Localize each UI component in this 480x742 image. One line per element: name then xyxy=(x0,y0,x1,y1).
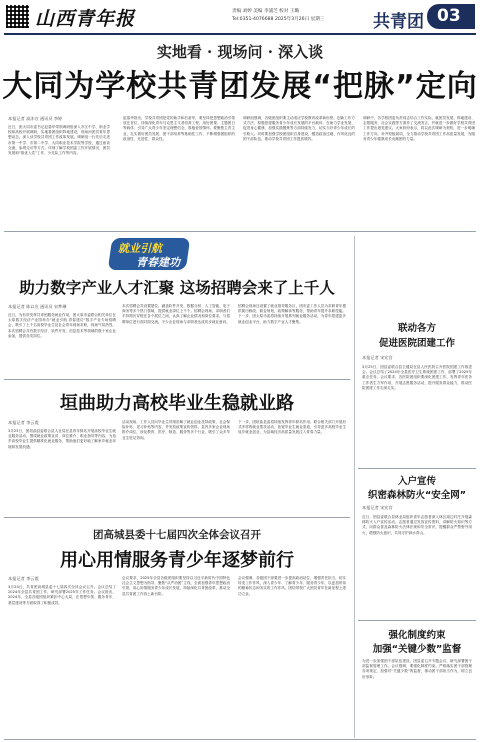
page-bottom-rule xyxy=(4,739,476,740)
corps-byline: 本报记者 李云霞 xyxy=(8,576,39,581)
job-byline: 本报记者 陈以宣 通讯员 宋梦琳 xyxy=(8,304,67,309)
grad-byline: 本报记者 李云霞 xyxy=(8,420,39,425)
job-divider xyxy=(4,379,350,380)
page-number: 03 xyxy=(437,6,461,26)
grad-divider xyxy=(4,517,350,518)
sidebar-item2-byline: 本报记者 宋宏宫 xyxy=(362,505,393,510)
lead-body-col2: 赵慕华指出，学校共青团是党的助手和后备军，要坚持把思想政治引领放在首位，持续深化青年马克思主义者培养工程，用好团课、主题团日等载体，引导广大青少年坚定理想信念、厚植爱国情怀。要聚焦主责主业，扎实做好团员发展、团干部培养等基础性工作，不断增强团组织的政治性、先进性、群众性。 xyxy=(123,116,235,141)
lead-body-col4: 调研中，各学校团委负责同志结合工作实际，就团员发展、阵地建设、志愿服务、社会实践等方面作了交流发言，并就进一步做好学校共青团工作提出意见建议。大家纷纷表示，将以此次调研为契机，进一步明确工作方向，补齐短板弱项，全力推动学校共青团工作高质量发展，为服务青少年健康成长贡献团的力量。 xyxy=(363,116,475,141)
masthead-divider xyxy=(4,33,476,35)
lead-body-col3: 调研组强调，各级团组织要主动适应学校教育改革新形势，创新工作方式方法，积极搭建服务青少年成长发展的平台载体，在助力学业发展、促进身心健康、加强实践锻炼等方面持续发力，切实当好青少年成长的引路人。同时要加强学校团组织自身建设，锻造政治过硬、作风优良的团干部队伍，推动学校共青团工作提质增效。 xyxy=(243,116,355,141)
masthead-info-line2: Tel:0351-4076688 2025年3月26日 星期三 xyxy=(232,17,325,22)
corps-body-col1: 3月24日，共青团高城县委十七届四次全体会议召开。会议总结了2024年全县共青团工作，研究部署2025年工作任务。会议指出，2024年，全县各级团组织紧扣中心大局，在思想引领、服务青年、基层建设等方面取得了积极成效。 xyxy=(8,585,116,605)
sidebar-item1-byline: 本报记者 宋宏宫 xyxy=(362,355,393,360)
grad-body-col1: 3月25日，团垣曲县委联合县人社局在县青年驿站开展高校毕业生就业服务活动，围绕就业政策宣讲、岗位推介、职业指导等内容，为返乡高校毕业生提供精准化就业服务，帮助他们更好地了解家乡就业环境和发展机遇。 xyxy=(8,429,116,449)
lead-headline: 大同为学校共青团发展“把脉”定向 xyxy=(2,69,478,104)
sidebar-item2-title-line1: 入户宣传 xyxy=(397,476,436,487)
sidebar-item1-body: 3月25日，团县委联合县卫健局在县人民医院召开医院团建工作推进会。会议总结了2024年全县医疗卫生系统团建工作，部署了2025年重点任务。会议要求，各医院团组织要深化团建工作，发挥青年医务工作者生力军作用，开展志愿服务活动，提升服务群众能力，推动医院团建工作走深走实。 xyxy=(362,365,472,390)
masthead-info-line1: 责编 刘婷 美编 李浦芝 校对 王璐 xyxy=(232,9,300,14)
sidebar-item3-body: 为进一步加强团干部队伍建设，团县委召开专题会议，研究部署团干部监督管理工作。会议强调，要强化制度约束，严格落实团干部管理各项规定，加强对“关键少数”的监督，推动团干部担当作为，树立良好形象。 xyxy=(362,659,472,679)
sidebar-item1-divider xyxy=(358,468,476,469)
sidebar-item3-title-line1: 强化制度约束 xyxy=(388,630,446,641)
lead-byline: 本报记者 高沐宣 通讯员 李婷 xyxy=(8,116,63,121)
newspaper-logo: 山西青年报 xyxy=(35,8,136,30)
job-body-col2: 本次招聘会共设置展位，涵盖软件开发、数据分析、人工智能、电子商务等多个热门领域，提供就业岗位上千个。招聘会现场，求职者们手持简历穿梭在各个展位之间，认真了解企业情况和岗位要求，与招聘单位进行面对面交流。不少企业现场与求职者达成初步就业意向。 xyxy=(122,304,230,324)
corps-body-col2: 会议要求，2025年全县各级团组织要坚持以习近平新时代中国特色社会主义思想为指导，聚焦“从严治团”主线，全面加强青年思想政治引领，用心用情服务青少年成长发展，持续深化共青团改革，推动全县共青团工作再上新台阶。 xyxy=(122,576,230,596)
corps-headline: 用心用情服务青少年逐梦前行 xyxy=(60,550,294,571)
grad-body-col2: 活动现场，工作人员向毕业生详细讲解了就业创业扶持政策、社会保险补贴、见习补贴等内容，并发放政策宣传资料。县内多家企业现场推介岗位，涉及教育、医疗、制造、服务等多个行业，吸引了众多毕业生驻足咨询。 xyxy=(122,420,230,440)
sidebar-item2-divider xyxy=(358,620,476,621)
sidebar-item2-title-line2: 织密森林防火“安全网” xyxy=(368,490,466,501)
job-badge-line2: 青春建功 xyxy=(136,256,180,269)
corps-body-col3: 会议强调，各级团干部要进一步提高政治站位，增强责任担当，切实转变工作作风，深入青少年、了解青少年、服务青少年，以更加昂扬的精神状态和务实的工作作风，团结带领广大团员青年在新征程上建功立业。 xyxy=(238,576,346,596)
lead-kicker: 实地看 · 现场问 · 深入谈 xyxy=(156,43,324,61)
section-name: 共青团 xyxy=(373,12,424,32)
job-body-col1: 近日，为有效发挥共青团服务就业作用，团太原市委联合相关单位在太原数字经济产业园举办“就业引航 青春建功”数字产业专场招聘会，吸引了上千名高校毕业生及社会青年到场求职，现场气氛热烈。本次招聘会共有数字经济、软件开发、信息技术等领域的数十家企业参加，提供各类岗位。 xyxy=(8,313,116,338)
lead-body-col1: 近日，团大同市委书记赵慕华带领调研组深入市区中学、职业学校和高校开展调研，实地看团组织阵地建设，现场问团员青年思想动态，深入谈学校共青团工作改革发展。调研组一行先后走进市第一中学、市第二中学、大同职业技术学院等学校，通过座谈交流、参观走访等方式，详细了解学校团委工作开展情况、团员发展和“推优入党”工作、少先队工作等内容。 xyxy=(8,125,110,156)
grad-headline: 垣曲助力高校毕业生稳就业路 xyxy=(60,393,294,414)
job-body-col3: 招聘会现场还设置了就业指导服务区，团市委工作人员为求职青年提供简历修改、职业规划、政策解读等服务，帮助青年提升求职技能。下一步，团太原市委将持续开展系列就业服务活动，为青年搭建更多就业创业平台，助力数字产业人才聚集。 xyxy=(238,304,346,324)
corps-kicker: 团高城县委十七届四次全体会议召开 xyxy=(93,529,261,541)
sidebar-item1-title-line2: 促进医院团建工作 xyxy=(378,338,455,349)
job-headline: 助力数字产业人才汇聚 这场招聘会来了上千人 xyxy=(19,279,335,297)
lead-divider xyxy=(4,231,476,232)
sidebar-item2-body: 近日，团县委联合县林业局组织青年志愿者深入林区周边村庄开展森林防火入户宣传活动。志愿者通过发放宣传资料、讲解防火知识等方式，向群众普及森林防火法律法规和安全常识，提醒群众严禁野外用火，增强防火意识，共同守护绿水青山。 xyxy=(362,515,472,535)
sidebar-divider xyxy=(354,236,355,738)
qr-code-icon xyxy=(6,5,29,28)
job-badge-line1: 就业引航 xyxy=(118,242,162,255)
sidebar-item3-title-line2: 加强“关键少数”监督 xyxy=(372,644,462,655)
grad-body-col3: 下一步，团垣曲县委将持续发挥青年驿站作用，联合相关部门开展形式多样的就业帮扶活动，拓宽毕业生就业渠道，引导更多高校毕业生返乡就业创业，为县域经济高质量发展注入青春力量。 xyxy=(238,420,346,435)
sidebar-item1-title-line1: 联动各方 xyxy=(397,323,436,334)
